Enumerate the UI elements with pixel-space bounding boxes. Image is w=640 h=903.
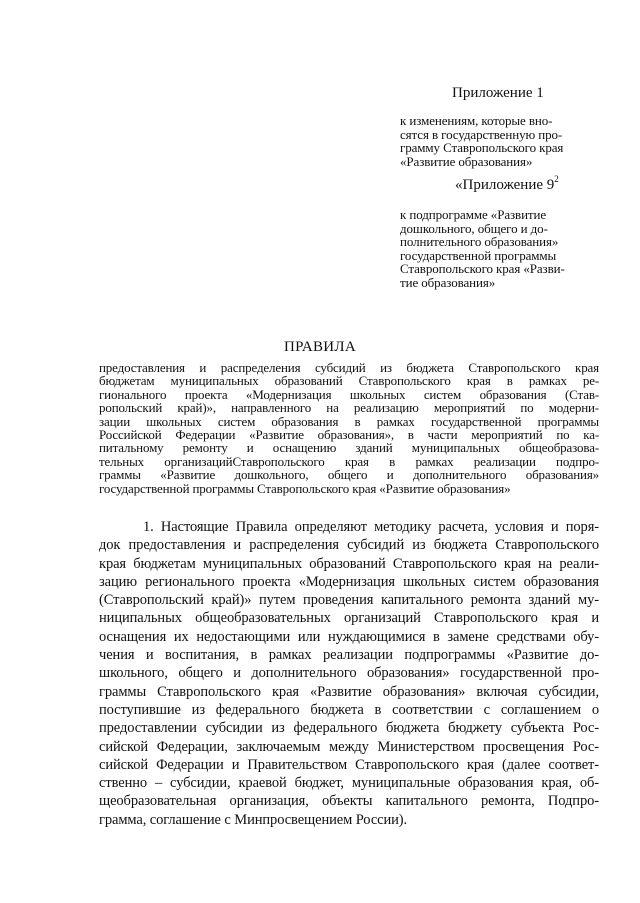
paragraph-line: сийской Федерации, заключаемым между Министерством просвещения Рос- [99, 738, 599, 755]
appendix-9-line: Ставропольского края «Разви- [400, 261, 565, 276]
paragraph-line: края бюджетам муниципальных образований Ставропольского края на реали- [99, 555, 599, 572]
rules-subtitle [99, 361, 599, 495]
paragraph-line: оснащения их недостающими или нуждающимися в замене средствами обу- [99, 628, 599, 645]
rules-subtitle-line: бюджетам муниципальных образований Ставропольского края в рамках ре- [99, 373, 599, 389]
rules-subtitle-line: ропольский край)», направленного на реализацию мероприятий по модерни- [99, 400, 599, 416]
rules-subtitle-line: государственной программы Ставропольского края «Развитие образования» [99, 480, 511, 496]
appendix-9-title [455, 176, 559, 194]
paragraph-line: ниципальных общеобразовательных организаций Ставропольского края и [99, 610, 599, 627]
appendix-1-title: Приложение 1 [452, 85, 544, 101]
rules-heading: ПРАВИЛА [283, 339, 357, 355]
appendix-9-line: тие образования» [400, 274, 496, 290]
rules-subtitle-line: гионального проекта «Модернизация школьных систем образования (Став- [99, 386, 599, 402]
appendix-9-superscript: 2 [554, 174, 559, 184]
appendix-1-line: к изменениям, которые вно- [400, 113, 553, 128]
rules-subtitle-line: предоставления и распределения субсидий из бюджета Ставропольского края [99, 360, 599, 375]
paragraph-line: док предоставления и распределения субсидий из бюджета Ставропольского [99, 537, 599, 554]
paragraph-1 [99, 518, 599, 829]
rules-subtitle-line: Российской Федерации «Развитие образования», в части мероприятий по ка- [99, 427, 599, 443]
appendix-9-description [400, 208, 598, 289]
paragraph-line: 1. Настоящие Правила определяют методику расчета, условия и поря- [143, 519, 599, 535]
appendix-9-line: дошкольного, общего и до- [400, 220, 548, 236]
paragraph-line: школьного, общего и дополнительного образования» государственной про- [99, 665, 599, 682]
rules-subtitle-line: граммы «Развитие дошкольного, общего и дополнительного образования» [99, 467, 599, 483]
paragraph-line: граммы Ставропольского края «Развитие образования» включая субсидии, [99, 683, 599, 700]
paragraph-line: грамма, соглашение с Минпросвещением России). [99, 811, 408, 828]
paragraph-line: предоставлении субсидии из федерального бюджета бюджету субъекта Рос- [99, 720, 599, 737]
paragraph-line: щеобразовательная организация, объекты капитального ремонта, Подпро- [99, 793, 599, 810]
appendix-1-description [400, 114, 598, 168]
appendix-1-line: сятся в государственную про- [400, 126, 563, 142]
rules-subtitle-line: питальному ремонту и оснащению зданий муниципальных общеобразова- [99, 440, 599, 456]
appendix-9-line: полнительного образования» [400, 234, 559, 249]
paragraph-line: (Ставропольский край)» путем проведения капитального ремонта зданий му- [99, 592, 599, 609]
paragraph-line: зацию регионального проекта «Модернизация школьных систем образования [99, 573, 599, 590]
rules-subtitle-line: тельных организацийСтавропольского края в рамках реализации подпро- [99, 453, 599, 469]
appendix-1-line: грамму Ставропольского края [400, 140, 564, 155]
paragraph-line: поступившие из федерального бюджета в соответствии с соглашением о [99, 701, 599, 718]
paragraph-line: ственно – субсидии, краевой бюджет, муниципальные образования края, об- [99, 775, 599, 792]
appendix-9-line: к подпрограмме «Развитие [400, 207, 547, 222]
appendix-1-line: «Развитие образования» [400, 153, 533, 169]
appendix-9-title-text: «Приложение 9 [455, 177, 555, 193]
rules-subtitle-line: зации школьных систем образования в рамках государственной программы [99, 413, 599, 429]
paragraph-line: сийской Федерации и Правительством Ставропольского края (далее соответ- [99, 756, 599, 773]
appendix-9-line: государственной программы [400, 247, 557, 263]
paragraph-line: чения и воспитания, в рамках реализации подпрограммы «Развитие до- [99, 647, 599, 664]
